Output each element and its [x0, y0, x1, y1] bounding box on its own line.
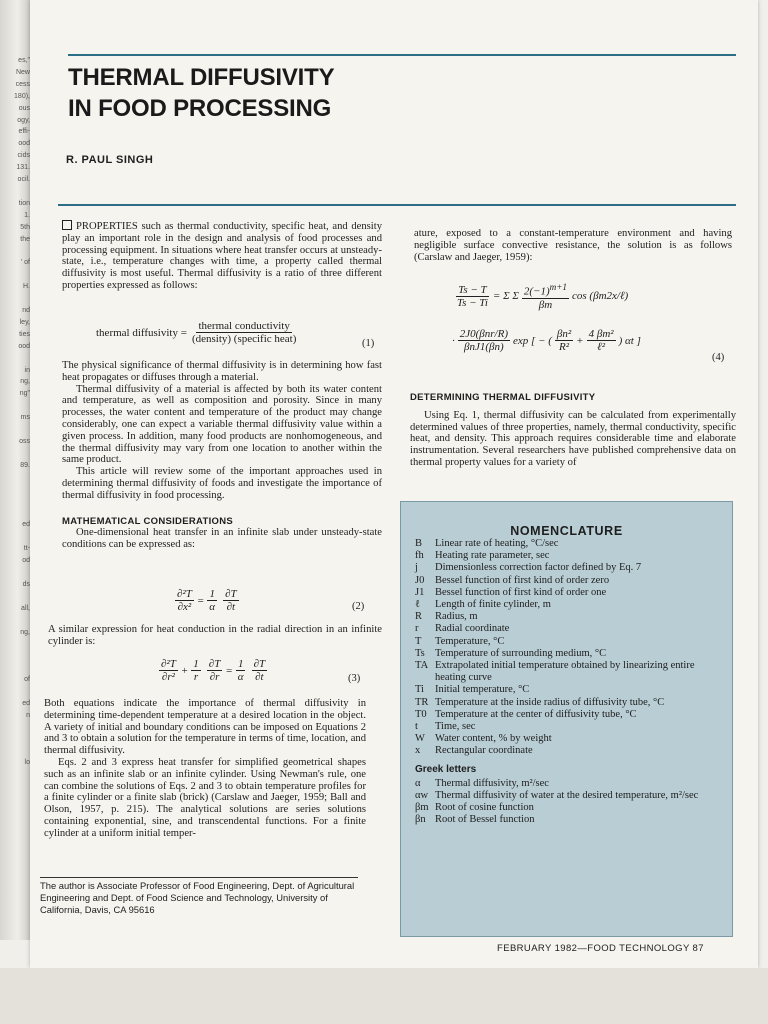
facing-page-fragment: n: [26, 711, 30, 719]
eq1-denominator: (density) (specific heat): [191, 333, 297, 345]
facing-page-fragment: [0, 507, 30, 519]
nomenclature-row: [415, 648, 715, 660]
facing-page-fragment: all,: [21, 604, 30, 612]
nomenclature-row: [415, 660, 715, 684]
nomenclature-row: [415, 684, 715, 696]
paragraph-significance: The physical significance of thermal diffusivity is in determining how fast heat propagates or diffuses through a material.: [62, 360, 382, 383]
nomenclature-description: Temperature of surrounding medium, °C: [435, 647, 607, 659]
equation-3: $\frac{\text{∂²T}}{\text{∂r²}}$ + $\frac{1}{r}$ $\frac{\partial T}{\partial r}$ = $\frac{1}{\alpha}$ $\frac{\partial T}{\partial t}$: [161, 658, 266, 683]
paragraph-factors: Thermal diffusivity of a material is affected by both its water content and temperature, as well as composition and porosity. Since in many processes, the water content and temperature of the product may change considerably, one can expect a variable thermal diffusivity value within a given process. In addition, many food products are nonhomogeneous, and the thermal diffusivity may vary from one location to another within the same product.: [62, 383, 382, 466]
equation-4-line-2: · $\frac{\text{2J0(βnr/R)}}{\text{βnJ1(βn)}}$ exp [ − ( $\frac{\text{βn²}}{\text{R²}}$ + $\frac{\text{4 βm²}}{\text{ℓ²}}$ ) αt ]: [452, 328, 641, 353]
facing-page-fragment: oss: [19, 438, 30, 445]
facing-page-fragment: es,": [18, 57, 30, 64]
facing-page-fragment: [0, 650, 30, 662]
facing-page-fragment: [0, 496, 30, 508]
nomenclature-description: Thermal diffusivity of water at the desired temperature, m²/sec: [435, 790, 699, 802]
heading-determining: DETERMINING THERMAL DIFFUSIVITY: [410, 392, 596, 403]
paragraph-slab: One-dimensional heat transfer in an infinite slab under unsteady-state conditions can be expressed as:: [62, 527, 382, 551]
left-column-body: [62, 360, 382, 551]
facing-page-fragment: tion: [18, 199, 30, 207]
facing-page-fragment: [0, 662, 30, 674]
facing-page-fragment: [0, 269, 30, 281]
facing-page-fragment: 131.: [16, 164, 30, 172]
author-byline: R. PAUL SINGH: [66, 154, 154, 166]
facing-page-fragment: [0, 186, 30, 198]
nomenclature-box: [400, 501, 733, 937]
nomenclature-symbol: W: [415, 733, 425, 745]
nomenclature-description: Radial coordinate: [435, 623, 510, 635]
facing-page-fragment: effi-: [18, 128, 30, 136]
nomenclature-row: [415, 790, 715, 802]
nomenclature-symbol: βn: [415, 814, 426, 826]
facing-page-fragment: [0, 448, 30, 460]
title-line-2: IN FOOD PROCESSING: [68, 95, 332, 122]
facing-page-fragment: nd: [22, 307, 30, 315]
facing-page-fragment: 1.: [24, 211, 30, 219]
facing-page-fragment: 5th: [20, 223, 30, 231]
facing-page-fragment: New: [15, 68, 30, 76]
paragraph-solution: ature, exposed to a constant-temperature environment and having negligible surface convective resistance, the solution is as follows (Carslaw and Jaeger, 1959):: [414, 228, 732, 263]
left-column-bottom: [44, 698, 366, 840]
nomenclature-description: Root of Bessel function: [435, 814, 535, 826]
facing-page-text: [0, 55, 30, 769]
nomenclature-description: Temperature at the center of diffusivity tube, °C: [435, 708, 637, 720]
eq1-numerator: thermal conductivity: [198, 320, 290, 332]
nomenclature-symbol: Ti: [415, 684, 424, 696]
nomenclature-row: [415, 575, 715, 587]
nomenclature-symbol: ℓ: [415, 599, 421, 611]
facing-page-fragment: ley,: [19, 318, 30, 326]
facing-page-fragment: [0, 591, 30, 603]
facing-page-fragment: od: [22, 557, 30, 565]
facing-page-fragment: [0, 353, 30, 365]
eq1-lhs: thermal diffusivity =: [96, 326, 187, 339]
facing-page-fragment: [0, 746, 30, 758]
facing-page-fragment: ds: [22, 580, 30, 588]
equation-4-line-1: $\frac{Ts - T}{Ts - Ti}$ = Σ Σ $\frac{2(-1)^{m+1}}{\beta m}$ cos (βm2x/ℓ): [457, 282, 629, 311]
nomenclature-row: [415, 778, 715, 790]
facing-page-fragment: ood: [18, 140, 30, 148]
eq4-number: (4): [712, 352, 725, 363]
paragraph-cylinder: A similar expression for heat conduction in the radial direction in an infinite cylinder is:: [48, 624, 382, 647]
paragraph-equations: Both equations indicate the importance of thermal diffusivity in determining time-dependent temperature at a desired location in the object. A variety of initial and boundary conditions can be imposed on Equations 2 and 3 to obtain a solution for the temperature in terms of time, location, and thermal diffusivity.: [44, 698, 366, 757]
top-rule: [68, 54, 736, 56]
facing-page-fragment: ed: [22, 699, 30, 707]
title-line-1: THERMAL DIFFUSIVITY: [68, 64, 335, 91]
nomenclature-symbol: R: [415, 611, 423, 623]
nomenclature-row: [415, 611, 715, 623]
nomenclature-symbol: α: [415, 777, 421, 789]
facing-page-fragment: [0, 638, 30, 650]
nomenclature-row: [415, 802, 715, 814]
nomenclature-symbol: Ts: [415, 647, 425, 659]
nomenclature-row: [415, 562, 715, 574]
facing-page-fragment: 89.: [20, 461, 30, 469]
article-title: [68, 62, 488, 124]
nomenclature-description: Radius, m: [435, 611, 478, 623]
facing-page-fragment: [0, 424, 30, 436]
nomenclature-description: Thermal diffusivity, m²/sec: [435, 777, 549, 789]
facing-page-fragment: lo: [24, 759, 30, 767]
right-column-top: [414, 228, 732, 263]
eq1-number: (1): [362, 338, 375, 349]
heading-mathematical: MATHEMATICAL CONSIDERATIONS: [62, 515, 234, 527]
paragraph-review: This article will review some of the important approaches used in determining thermal diffusivity of foods and investigate the importance of thermal diffusivity in food processing.: [62, 466, 382, 501]
nomenclature-list: [415, 538, 715, 827]
facing-page-fragment: ed: [22, 521, 30, 529]
facing-page-fragment: ogy,: [17, 116, 30, 124]
footnote-rule: [40, 877, 358, 878]
nomenclature-row: [415, 745, 715, 757]
facing-page-fragment: ties: [19, 330, 30, 338]
nomenclature-symbol: βm: [415, 802, 429, 814]
facing-page-fragment: [0, 686, 30, 698]
facing-page-fragment: ng,: [20, 378, 30, 386]
nomenclature-row: [415, 623, 715, 635]
equation-1: [96, 320, 301, 345]
facing-page-fragment: [0, 472, 30, 484]
facing-page-fragment: tt-: [23, 545, 30, 553]
facing-page-edge: [0, 0, 32, 940]
facing-page-fragment: ms: [20, 414, 30, 422]
facing-page-fragment: ' of: [20, 259, 30, 267]
nomenclature-row: [415, 636, 715, 648]
nomenclature-description: Length of finite cylinder, m: [435, 599, 551, 611]
nomenclature-symbol: fh: [415, 550, 424, 562]
nomenclature-description: Rectangular coordinate: [435, 745, 533, 757]
eq3-number: (3): [348, 673, 361, 684]
nomenclature-symbol: j: [415, 562, 418, 574]
page-shadow: [0, 968, 768, 1024]
nomenclature-row: [415, 814, 715, 826]
facing-page-fragment: ng,: [20, 628, 30, 636]
nomenclature-symbol: t: [415, 721, 418, 733]
facing-page-fragment: [0, 293, 30, 305]
nomenclature-row: [415, 550, 715, 562]
facing-page-fragment: cids: [17, 152, 30, 160]
nomenclature-row: [415, 721, 715, 733]
intro-paragraph: PROPERTIES such as thermal conductivity, specific heat, and density play an important role in the design and analysis of food processes and processing equipment. In situations where heat transfer occurs at unsteady-state, i.e., temperature changes with time, a property called thermal diffusivity is most useful. Thermal diffusivity is a ratio of three different properties expressed as follows:: [62, 221, 382, 291]
facing-page-fragment: [0, 246, 30, 258]
nomenclature-description: Bessel function of first kind of order one: [435, 586, 607, 598]
nomenclature-symbol: TA: [415, 660, 429, 672]
facing-page-fragment: cess: [15, 80, 30, 88]
facing-page-fragment: ood: [18, 342, 30, 350]
nomenclature-symbol: T: [415, 635, 422, 647]
nomenclature-symbol: T0: [415, 708, 427, 720]
nomenclature-description: Temperature at the inside radius of diffusivity tube, °C: [435, 696, 665, 708]
nomenclature-row: [415, 599, 715, 611]
nomenclature-description: Initial temperature, °C: [435, 684, 530, 696]
facing-page-fragment: ous: [18, 104, 30, 112]
left-column-mid: [48, 624, 382, 648]
author-footnote: The author is Associate Professor of Food Engineering, Dept. of Agricultural Engineering and Dept. of Food Science and Technology, University of California, Davis, CA 95616: [40, 880, 355, 915]
nomenclature-description: Bessel function of first kind of order zero: [435, 574, 610, 586]
nomenclature-row: [415, 538, 715, 550]
right-column-body: [410, 392, 736, 469]
nomenclature-symbol: B: [415, 538, 423, 549]
facing-page-fragment: ng": [19, 390, 30, 398]
facing-page-fragment: of: [24, 676, 30, 684]
nomenclature-description: Temperature, °C: [435, 635, 505, 647]
nomenclature-title: NOMENCLATURE: [510, 524, 623, 538]
eq2-number: (2): [352, 601, 365, 612]
facing-page-fragment: [0, 722, 30, 734]
greek-letters-heading: Greek letters: [415, 763, 477, 775]
facing-page-fragment: [0, 567, 30, 579]
paragraph-experimental: Using Eq. 1, thermal diffusivity can be calculated from experimentally determined values of three properties, namely, thermal conductivity, specific heat, and density. This approach requires considerable time and elaborate instrumentation. Several researchers have published comprehensive data on thermal property values for a variety of: [410, 409, 736, 468]
page-footer: FEBRUARY 1982—FOOD TECHNOLOGY 87: [497, 943, 704, 954]
facing-page-fragment: in: [24, 366, 30, 374]
nomenclature-symbol: J0: [415, 574, 425, 586]
facing-page-fragment: [0, 615, 30, 627]
nomenclature-symbol: r: [415, 623, 419, 635]
paragraph-newman: Eqs. 2 and 3 express heat transfer for simplified geometrical shapes such as an infinite slab or an infinite cylinder. Using Newman's rule, one can combine the solutions of Eqs. 2 and 3 to obtain temperature profiles for a finite cylinder or a finite slab (brick) (Carslaw and Jaeger, 1959; Ball and Olson, 1957, p. 215). The analytical solutions are series solutions containing exponential, sine, and transcendental functions. For a finite cylinder at a uniform initial temper-: [44, 756, 366, 839]
nomenclature-description: Linear rate of heating, °C/sec: [435, 538, 559, 549]
header-rule: [58, 204, 736, 206]
equation-2: $\frac{\text{∂²T}}{\text{∂x²}}$ = $\frac{1}{\alpha}$ $\frac{\partial T}{\partial t}$: [177, 588, 237, 613]
nomenclature-description: Root of cosine function: [435, 802, 534, 814]
nomenclature-row: [415, 709, 715, 721]
nomenclature-row: [415, 733, 715, 745]
nomenclature-symbol: J1: [415, 586, 425, 598]
facing-page-fragment: [0, 734, 30, 746]
nomenclature-description: Time, sec: [435, 721, 476, 733]
nomenclature-description: Heating rate parameter, sec: [435, 550, 550, 562]
nomenclature-description: Water content, % by weight: [435, 733, 552, 745]
nomenclature-symbol: x: [415, 745, 421, 757]
section-marker-icon: [62, 220, 72, 230]
nomenclature-description: Extrapolated initial temperature obtained by linearizing entire heating curve: [435, 660, 695, 684]
facing-page-fragment: [0, 531, 30, 543]
nomenclature-symbol: TR: [415, 696, 429, 708]
left-column-top: [62, 220, 382, 292]
facing-page-fragment: ocil.: [17, 176, 30, 184]
nomenclature-row: [415, 697, 715, 709]
facing-page-fragment: H.: [23, 283, 30, 291]
facing-page-fragment: the: [20, 235, 30, 243]
facing-page-fragment: [0, 484, 30, 496]
nomenclature-symbol: αw: [415, 790, 429, 802]
facing-page-fragment: 180),: [14, 92, 30, 100]
nomenclature-description: Dimensionless correction factor defined by Eq. 7: [435, 562, 642, 574]
nomenclature-row: [415, 587, 715, 599]
facing-page-fragment: [0, 400, 30, 412]
